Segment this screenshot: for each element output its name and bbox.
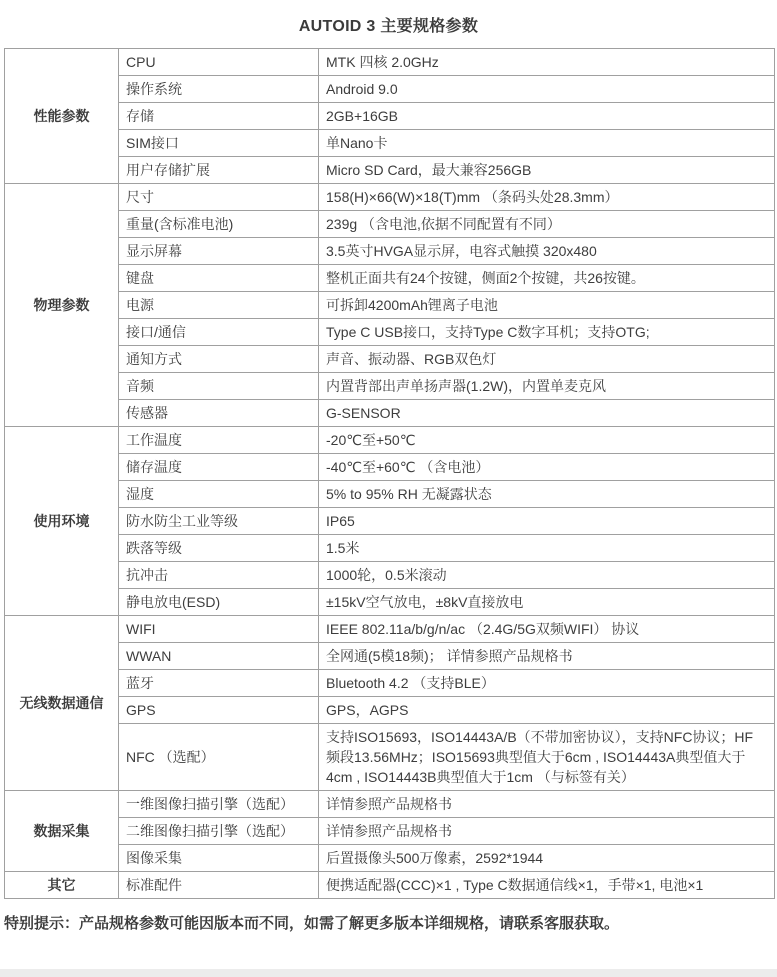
spec-label-cell: 显示屏幕 bbox=[119, 238, 319, 265]
spec-value-cell: Bluetooth 4.2 （支持BLE） bbox=[319, 670, 775, 697]
spec-row bbox=[5, 157, 775, 184]
spec-table bbox=[4, 48, 775, 899]
spec-group-cell: 性能参数 bbox=[5, 49, 119, 184]
spec-group-cell: 数据采集 bbox=[5, 791, 119, 872]
spec-group-cell: 物理参数 bbox=[5, 184, 119, 427]
spec-value-cell: ±15kV空气放电，±8kV直接放电 bbox=[319, 589, 775, 616]
spec-value-cell: -40℃至+60℃ （含电池） bbox=[319, 454, 775, 481]
spec-value-cell: 3.5英寸HVGA显示屏，电容式触摸 320x480 bbox=[319, 238, 775, 265]
spec-row bbox=[5, 818, 775, 845]
spec-value-cell: -20℃至+50℃ bbox=[319, 427, 775, 454]
spec-row bbox=[5, 49, 775, 76]
spec-value-cell: 5% to 95% RH 无凝露状态 bbox=[319, 481, 775, 508]
spec-value-cell: IEEE 802.11a/b/g/n/ac （2.4G/5G双频WIFI） 协议 bbox=[319, 616, 775, 643]
spec-row bbox=[5, 481, 775, 508]
spec-value-cell: 239g （含电池,依据不同配置有不同） bbox=[319, 211, 775, 238]
spec-row bbox=[5, 791, 775, 818]
spec-label-cell: SIM接口 bbox=[119, 130, 319, 157]
spec-value-cell: 详情参照产品规格书 bbox=[319, 818, 775, 845]
spec-label-cell: 电源 bbox=[119, 292, 319, 319]
spec-value-cell: GPS，AGPS bbox=[319, 697, 775, 724]
spec-label-cell: 防水防尘工业等级 bbox=[119, 508, 319, 535]
spec-value-cell: 单Nano卡 bbox=[319, 130, 775, 157]
spec-label-cell: 图像采集 bbox=[119, 845, 319, 872]
spec-row bbox=[5, 211, 775, 238]
spec-row bbox=[5, 872, 775, 899]
spec-label-cell: 接口/通信 bbox=[119, 319, 319, 346]
spec-label-cell: 用户存储扩展 bbox=[119, 157, 319, 184]
spec-row bbox=[5, 400, 775, 427]
spec-label-cell: 尺寸 bbox=[119, 184, 319, 211]
spec-value-cell: 1.5米 bbox=[319, 535, 775, 562]
page-title: AUTOID 3 主要规格参数 bbox=[298, 18, 479, 35]
spec-row bbox=[5, 427, 775, 454]
spec-row bbox=[5, 845, 775, 872]
spec-value-cell: 详情参照产品规格书 bbox=[319, 791, 775, 818]
spec-value-cell: 后置摄像头500万像素，2592*1944 bbox=[319, 845, 775, 872]
spec-label-cell: 湿度 bbox=[119, 481, 319, 508]
spec-label-cell: 通知方式 bbox=[119, 346, 319, 373]
spec-value-cell: 整机正面共有24个按键，侧面2个按键，共26按键。 bbox=[319, 265, 775, 292]
spec-row bbox=[5, 697, 775, 724]
spec-value-cell: Type C USB接口，支持Type C数字耳机；支持OTG; bbox=[319, 319, 775, 346]
spec-label-cell: WWAN bbox=[119, 643, 319, 670]
footer-note: 特别提示：产品规格参数可能因版本而不同，如需了解更多版本详细规格，请联系客服获取。 bbox=[4, 915, 620, 932]
bottom-gray-bar bbox=[0, 969, 777, 977]
spec-row bbox=[5, 454, 775, 481]
spec-label-cell: GPS bbox=[119, 697, 319, 724]
spec-row bbox=[5, 265, 775, 292]
spec-value-cell: 支持ISO15693，ISO14443A/B（不带加密协议），支持NFC协议；HF频段13.56MHz；ISO15693典型值大于6cm , ISO14443A典型值大于4cm , ISO14443B典型值大于1cm （与标签有关） bbox=[319, 724, 775, 791]
spec-label-cell: 操作系统 bbox=[119, 76, 319, 103]
spec-value-cell: G-SENSOR bbox=[319, 400, 775, 427]
spec-label-cell: 二维图像扫描引擎（选配） bbox=[119, 818, 319, 845]
spec-group-cell: 无线数据通信 bbox=[5, 616, 119, 791]
spec-row bbox=[5, 589, 775, 616]
spec-value-cell: 2GB+16GB bbox=[319, 103, 775, 130]
spec-label-cell: 静电放电(ESD) bbox=[119, 589, 319, 616]
spec-group-cell: 其它 bbox=[5, 872, 119, 899]
spec-value-cell: Android 9.0 bbox=[319, 76, 775, 103]
spec-row bbox=[5, 346, 775, 373]
spec-table-body bbox=[5, 49, 775, 899]
spec-row bbox=[5, 292, 775, 319]
spec-row bbox=[5, 643, 775, 670]
spec-value-cell: 158(H)×66(W)×18(T)mm （条码头处28.3mm） bbox=[319, 184, 775, 211]
spec-label-cell: 重量(含标准电池) bbox=[119, 211, 319, 238]
spec-value-cell: IP65 bbox=[319, 508, 775, 535]
spec-value-cell: MTK 四核 2.0GHz bbox=[319, 49, 775, 76]
spec-label-cell: 蓝牙 bbox=[119, 670, 319, 697]
spec-group-cell: 使用环境 bbox=[5, 427, 119, 616]
spec-value-cell: 便携适配器(CCC)×1 , Type C数据通信线×1，手带×1, 电池×1 bbox=[319, 872, 775, 899]
spec-row bbox=[5, 76, 775, 103]
spec-row bbox=[5, 238, 775, 265]
spec-value-cell: Micro SD Card，最大兼容256GB bbox=[319, 157, 775, 184]
spec-row bbox=[5, 103, 775, 130]
spec-label-cell: CPU bbox=[119, 49, 319, 76]
spec-value-cell: 全网通(5模18频)； 详情参照产品规格书 bbox=[319, 643, 775, 670]
spec-label-cell: 抗冲击 bbox=[119, 562, 319, 589]
spec-value-cell: 1000轮，0.5米滚动 bbox=[319, 562, 775, 589]
spec-row bbox=[5, 373, 775, 400]
spec-label-cell: NFC （选配） bbox=[119, 724, 319, 791]
spec-label-cell: 一维图像扫描引擎（选配） bbox=[119, 791, 319, 818]
spec-value-cell: 可拆卸4200mAh锂离子电池 bbox=[319, 292, 775, 319]
spec-row bbox=[5, 319, 775, 346]
spec-label-cell: 储存温度 bbox=[119, 454, 319, 481]
spec-value-cell: 内置背部出声单扬声器(1.2W)，内置单麦克风 bbox=[319, 373, 775, 400]
spec-label-cell: 传感器 bbox=[119, 400, 319, 427]
spec-label-cell: 音频 bbox=[119, 373, 319, 400]
spec-label-cell: 跌落等级 bbox=[119, 535, 319, 562]
spec-value-cell: 声音、振动器、RGB双色灯 bbox=[319, 346, 775, 373]
spec-row bbox=[5, 724, 775, 791]
spec-label-cell: 键盘 bbox=[119, 265, 319, 292]
spec-row bbox=[5, 130, 775, 157]
spec-label-cell: 工作温度 bbox=[119, 427, 319, 454]
spec-row bbox=[5, 184, 775, 211]
spec-label-cell: 存储 bbox=[119, 103, 319, 130]
spec-row bbox=[5, 535, 775, 562]
spec-row bbox=[5, 508, 775, 535]
spec-row bbox=[5, 562, 775, 589]
spec-label-cell: WIFI bbox=[119, 616, 319, 643]
spec-label-cell: 标准配件 bbox=[119, 872, 319, 899]
spec-row bbox=[5, 670, 775, 697]
spec-row bbox=[5, 616, 775, 643]
